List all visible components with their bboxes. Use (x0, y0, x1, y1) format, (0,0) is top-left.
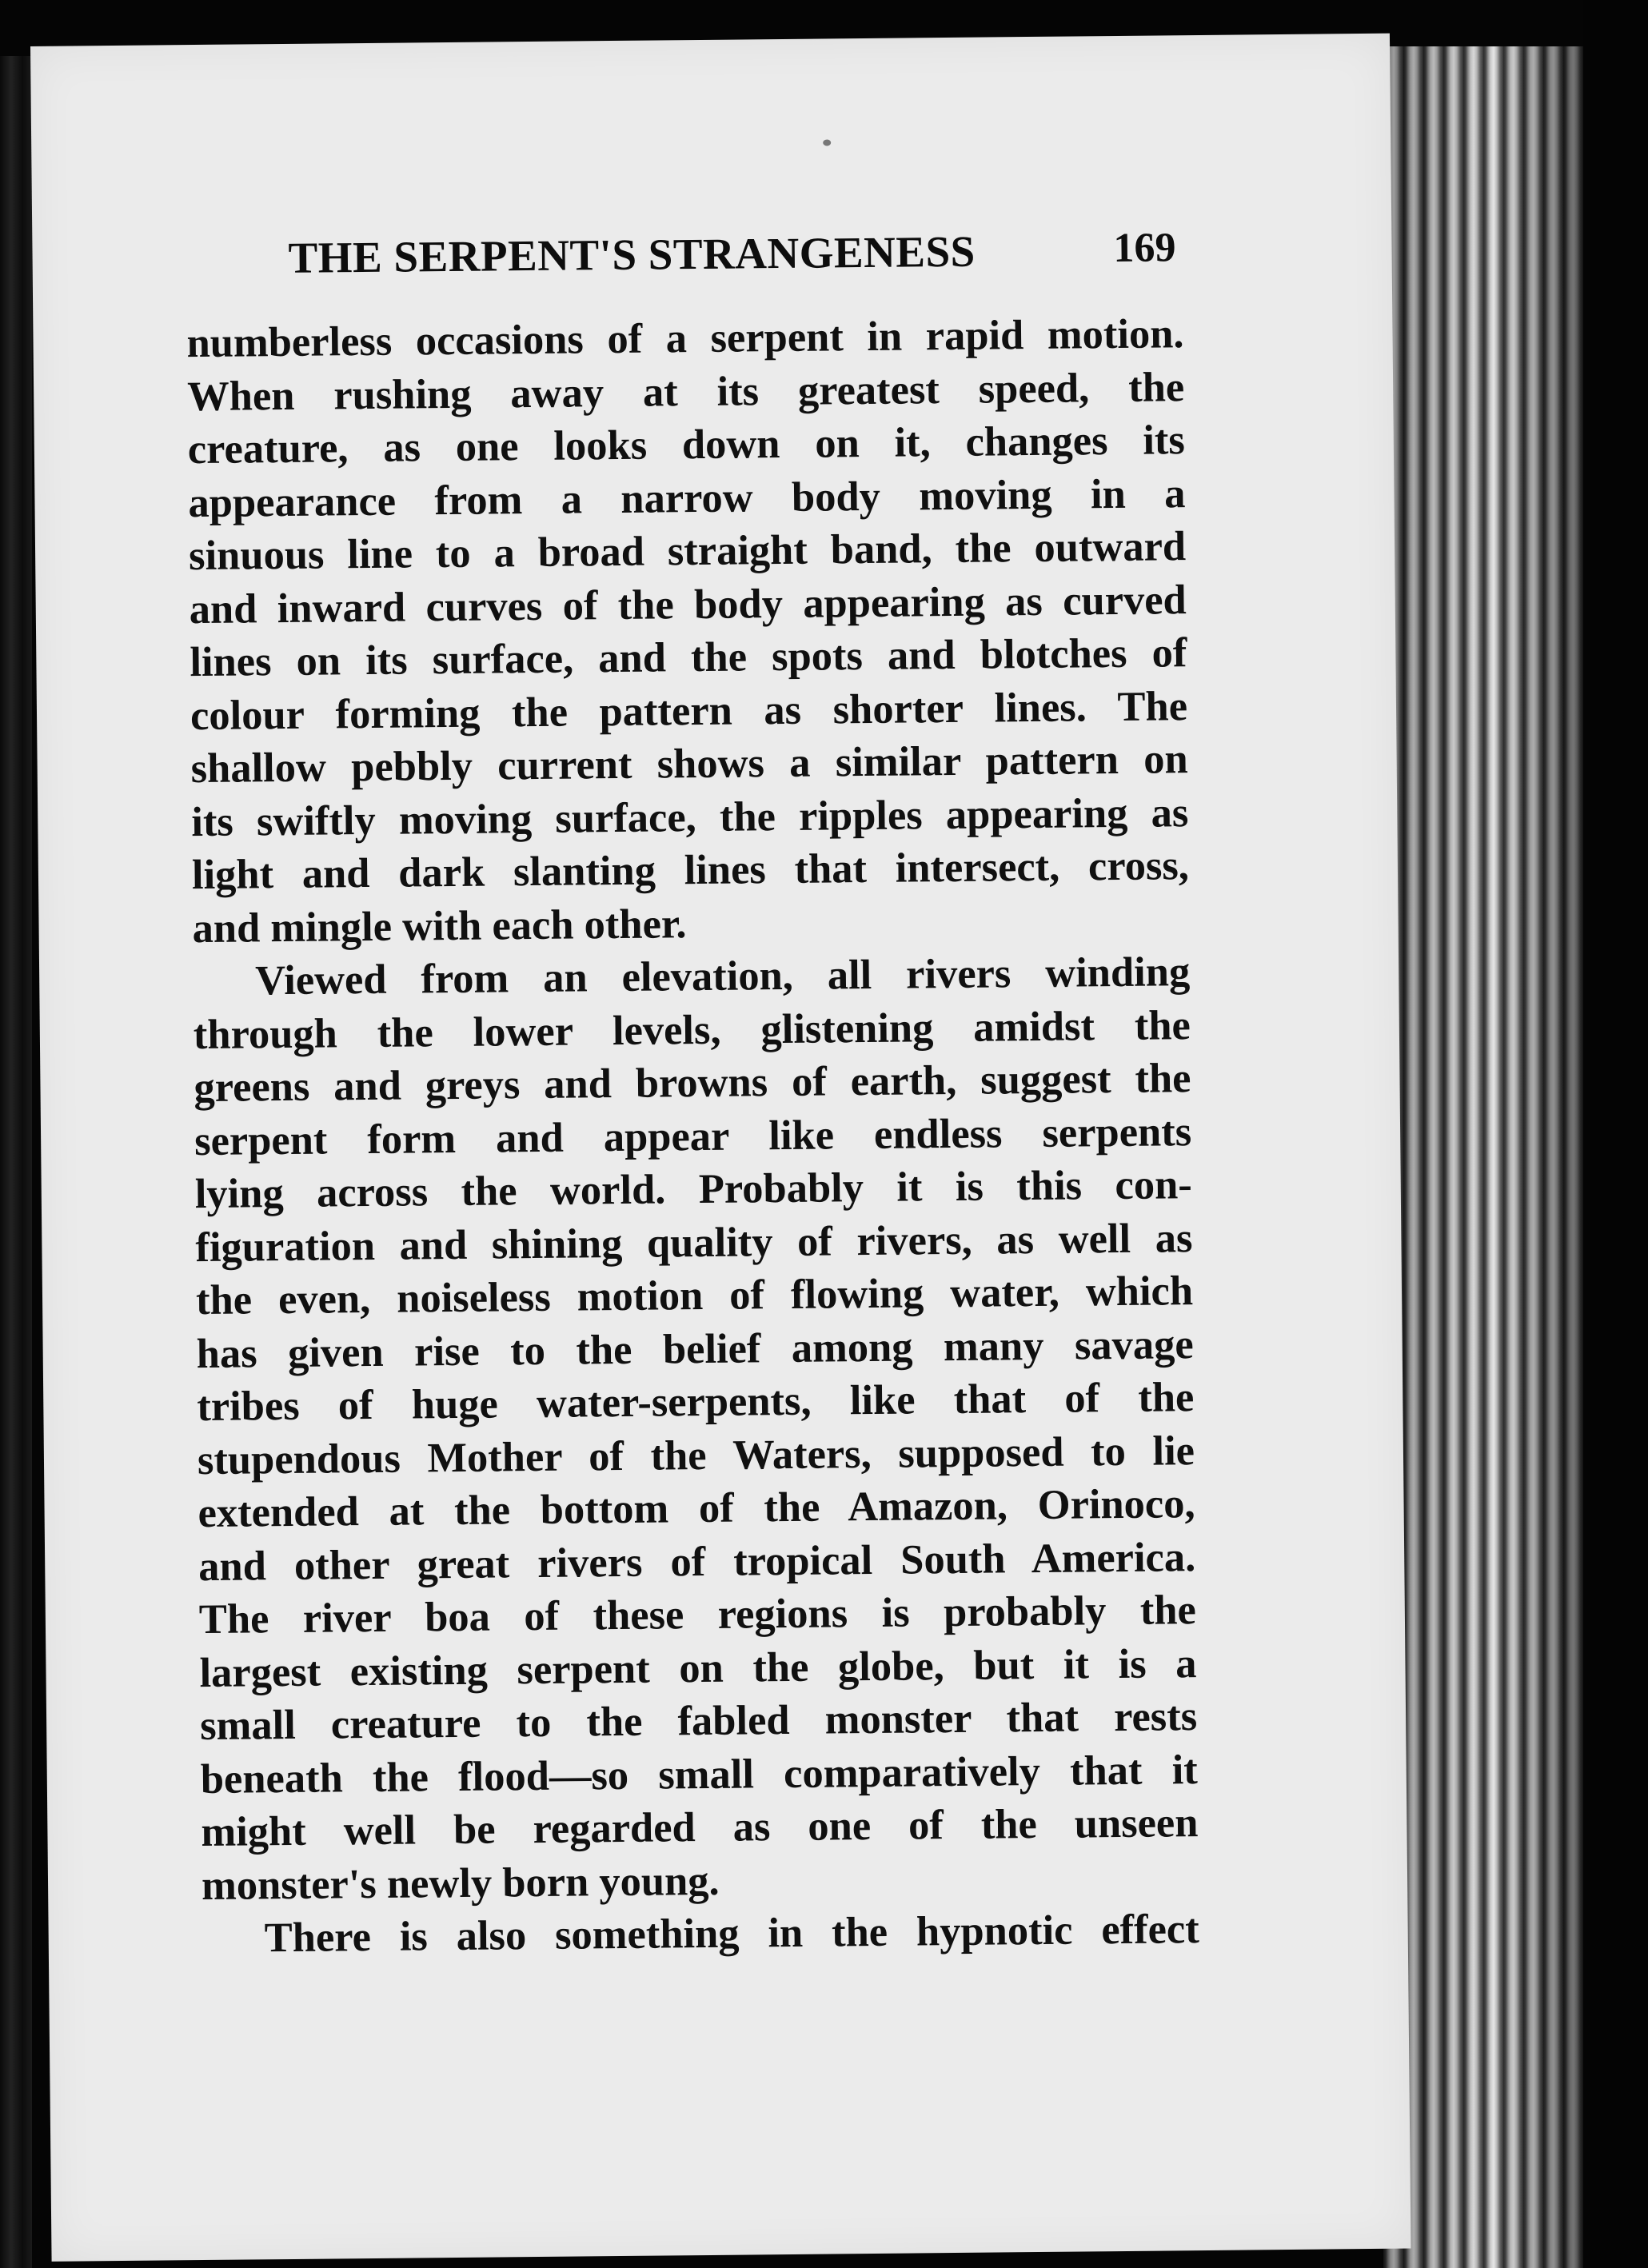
text-line: tribes of huge water-serpents, like that of the (197, 1374, 1195, 1431)
text-line: its swiftly moving surface, the ripples appearing as (191, 789, 1189, 845)
text-line: numberless occasions of a serpent in rapid motion. (186, 310, 1184, 367)
body-text (186, 307, 1199, 1965)
text-line: beneath the flood—so small comparatively that it (200, 1746, 1199, 1803)
text-line: extended at the bottom of the Amazon, Orinoco, (198, 1480, 1195, 1537)
text-line: light and dark slanting lines that intersect, cross, (191, 842, 1190, 899)
text-line: largest existing serpent on the globe, but it is a (199, 1639, 1197, 1696)
text-line: greens and greys and browns of earth, suggest the (194, 1055, 1191, 1112)
page-stack-edges (1383, 46, 1583, 2268)
text-line: might well be regarded as one of the unseen (201, 1799, 1199, 1856)
text-line: stupendous Mother of the Waters, supposed to lie (197, 1427, 1195, 1483)
running-title: THE SERPENT'S STRANGENESS (288, 226, 976, 282)
scan-background (1583, 0, 1648, 2268)
text-line: and other great rivers of tropical South America. (198, 1533, 1196, 1590)
paper-speck (823, 139, 831, 146)
book-page (30, 34, 1411, 2262)
text-line: lying across the world. Probably it is this con- (194, 1161, 1193, 1218)
paragraph-first-line: Viewed from an elevation, all rivers winding (254, 948, 1191, 1004)
text-line: sinuous line to a broad straight band, the outward (188, 523, 1187, 580)
paragraph-last-line: monster's newly born young. (201, 1857, 720, 1909)
text-line: shallow pebbly current shows a similar pattern on (190, 736, 1188, 793)
text-line: has given rise to the belief among many savage (196, 1320, 1194, 1377)
binding-edge (0, 56, 32, 2268)
text-line: the even, noiseless motion of flowing water, which (195, 1268, 1194, 1324)
text-line: small creature to the fabled monster that rests (199, 1693, 1198, 1750)
paragraph-first-line: There is also something in the hypnotic effect (264, 1906, 1199, 1962)
page-number: 169 (1113, 225, 1176, 272)
text-line: and inward curves of the body appearing as curved (189, 576, 1187, 633)
text-line: When rushing away at its greatest speed, the (186, 363, 1185, 420)
text-line: creature, as one looks down on it, changes its (187, 417, 1186, 473)
text-line: through the lower levels, glistening amidst the (193, 1001, 1191, 1058)
paragraph-last-line: and mingle with each other. (192, 900, 687, 952)
running-head (288, 224, 1176, 305)
text-line: appearance from a narrow body moving in a (188, 469, 1186, 526)
text-line: colour forming the pattern as shorter lines. The (190, 682, 1188, 739)
text-line: figuration and shining quality of rivers, as well as (195, 1214, 1193, 1271)
text-line: lines on its surface, and the spots and blotches of (190, 629, 1187, 686)
text-line: The river boa of these regions is probably the (198, 1587, 1197, 1643)
text-line: serpent form and appear like endless serpents (194, 1108, 1192, 1164)
